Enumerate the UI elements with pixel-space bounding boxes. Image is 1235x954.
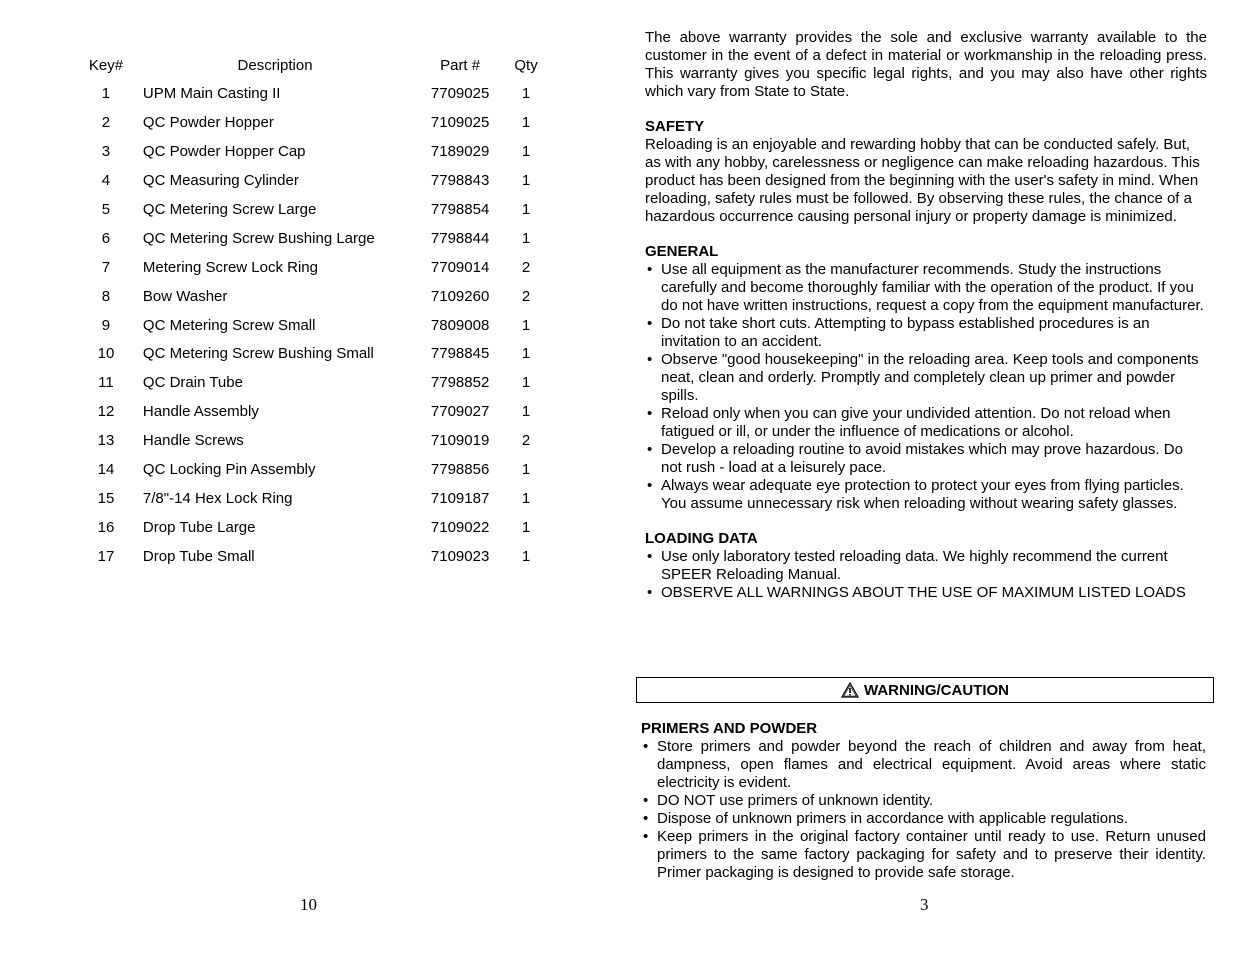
part-number-cell: 7109025 <box>430 114 490 132</box>
part-number-cell: 7189029 <box>430 143 490 161</box>
list-item: • Do not take short cuts. Attempting to bypass established procedures is an invitation to an accident. <box>645 315 1207 351</box>
table-row <box>80 398 550 427</box>
part-key-cell: 2 <box>101 114 111 132</box>
part-key-cell: 3 <box>101 143 111 161</box>
part-number-cell: 7798856 <box>430 461 490 479</box>
table-row <box>80 253 550 282</box>
table-row <box>80 340 550 369</box>
part-description-cell: Drop Tube Small <box>142 547 255 565</box>
warranty-paragraph: The above warranty provides the sole and exclusive warranty available to the customer in the event of a defect in material or workmanship in the reloading press. This warranty gives you specific legal rights, and you may also have other rights which vary from State to State. <box>645 29 1207 100</box>
part-number-cell: 7109019 <box>430 432 490 450</box>
part-description-cell: QC Metering Screw Large <box>142 201 317 218</box>
part-description-cell: UPM Main Casting II <box>142 85 281 103</box>
part-qty-cell: 1 <box>521 518 531 536</box>
list-item: • Observe "good housekeeping" in the reloading area. Keep tools and components neat, clean and orderly. Promptly and completely clean up primer and powder spills. <box>645 351 1207 405</box>
header-part-number: Part # <box>440 57 481 74</box>
part-description-cell: Handle Assembly <box>142 403 259 421</box>
table-row <box>80 282 550 311</box>
part-description-cell: QC Metering Screw Small <box>142 316 316 334</box>
part-description-cell: QC Measuring Cylinder <box>142 172 299 190</box>
part-qty-cell: 1 <box>521 461 531 479</box>
part-qty-cell: 2 <box>521 258 531 276</box>
table-row <box>80 542 550 571</box>
part-qty-cell: 1 <box>521 172 531 190</box>
table-row <box>80 369 550 398</box>
list-item: • Develop a reloading routine to avoid mistakes which may prove hazardous. Do not rush - load at a leisurely pace. <box>645 441 1207 477</box>
list-item: • Dispose of unknown primers in accordance with applicable regulations. <box>641 810 1206 828</box>
part-number-cell: 7798844 <box>430 229 490 247</box>
part-qty-cell: 1 <box>521 403 531 421</box>
list-item: • Use all equipment as the manufacturer recommends. Study the instructions carefully and become thoroughly familiar with the operation of the product. If you do not have written instructions, request a copy from the equipment manufacturer. <box>645 261 1207 315</box>
safety-heading: SAFETY <box>645 118 705 135</box>
list-item: • Always wear adequate eye protection to protect your eyes from flying particles. You assume unnecessary risk when reloading without wearing safety glasses. <box>645 477 1207 513</box>
part-key-cell: 8 <box>101 287 111 305</box>
table-row <box>80 196 550 225</box>
loading-data-heading: LOADING DATA <box>645 530 758 547</box>
primers-heading: PRIMERS AND POWDER <box>641 720 818 737</box>
part-qty-cell: 1 <box>521 201 531 218</box>
loading-data-list <box>645 548 1207 602</box>
safety-section <box>645 118 1207 226</box>
part-key-cell: 12 <box>97 403 115 421</box>
part-key-cell: 7 <box>101 258 111 276</box>
parts-table <box>80 56 550 571</box>
part-qty-cell: 1 <box>521 345 531 363</box>
part-number-cell: 7709025 <box>430 85 490 103</box>
page-number-left: 10 <box>300 895 317 914</box>
header-qty: Qty <box>514 57 538 74</box>
list-item: • Use only laboratory tested reloading data. We highly recommend the current SPEER Reloading Manual. <box>645 548 1207 584</box>
part-description-cell: QC Metering Screw Bushing Small <box>142 345 374 363</box>
part-qty-cell: 2 <box>521 432 531 450</box>
part-number-cell: 7109260 <box>430 287 490 305</box>
part-qty-cell: 1 <box>521 489 531 507</box>
general-section <box>645 243 1207 513</box>
table-row <box>80 311 550 340</box>
table-row <box>80 167 550 196</box>
table-row <box>80 484 550 513</box>
part-qty-cell: 1 <box>521 143 531 161</box>
part-number-cell: 7798843 <box>430 172 490 190</box>
loading-data-section <box>645 530 1207 602</box>
parts-table-header <box>80 56 550 80</box>
part-number-cell: 7809008 <box>430 316 490 334</box>
part-key-cell: 16 <box>97 518 115 536</box>
part-description-cell: QC Powder Hopper Cap <box>142 143 306 161</box>
part-number-cell: 7798845 <box>430 345 490 363</box>
table-row <box>80 80 550 109</box>
warning-caution-label: WARNING/CAUTION <box>864 681 1009 699</box>
part-description-cell: QC Drain Tube <box>142 374 243 392</box>
part-key-cell: 14 <box>97 461 115 479</box>
part-key-cell: 1 <box>101 85 111 103</box>
part-number-cell: 7798852 <box>430 374 490 392</box>
list-item: • OBSERVE ALL WARNINGS ABOUT THE USE OF MAXIMUM LISTED LOADS <box>645 584 1207 602</box>
part-number-cell: 7109187 <box>430 489 490 507</box>
general-heading: GENERAL <box>645 243 719 260</box>
part-number-cell: 7109022 <box>430 518 490 536</box>
part-qty-cell: 1 <box>521 229 531 247</box>
part-description-cell: QC Locking Pin Assembly <box>142 461 316 479</box>
part-key-cell: 4 <box>101 172 111 190</box>
part-description-cell: Drop Tube Large <box>142 518 256 536</box>
part-description-cell: QC Metering Screw Bushing Large <box>142 229 375 247</box>
table-row <box>80 456 550 485</box>
right-page-content <box>645 29 1207 602</box>
part-number-cell: 7709027 <box>430 403 490 421</box>
part-key-cell: 13 <box>97 432 115 450</box>
part-qty-cell: 2 <box>521 287 531 305</box>
primers-list <box>641 738 1206 882</box>
part-qty-cell: 1 <box>521 316 531 334</box>
part-qty-cell: 1 <box>521 114 531 132</box>
part-description-cell: Bow Washer <box>142 287 228 305</box>
table-row <box>80 109 550 138</box>
part-number-cell: 7109023 <box>430 547 490 565</box>
part-description-cell: QC Powder Hopper <box>142 114 274 132</box>
header-key: Key# <box>88 57 124 74</box>
part-qty-cell: 1 <box>521 547 531 565</box>
part-key-cell: 6 <box>101 229 111 247</box>
part-key-cell: 10 <box>97 345 115 363</box>
primers-section <box>641 720 1206 882</box>
table-row <box>80 138 550 167</box>
warning-caution-box <box>636 677 1214 703</box>
part-key-cell: 17 <box>97 547 115 565</box>
list-item: • Reload only when you can give your undivided attention. Do not reload when fatigued or ill, or under the influence of medications or alcohol. <box>645 405 1207 441</box>
part-description-cell: Handle Screws <box>142 432 244 450</box>
table-row <box>80 224 550 253</box>
table-row <box>80 427 550 456</box>
safety-paragraph: Reloading is an enjoyable and rewarding hobby that can be conducted safely. But, as with any hobby, carelessness or negligence can make reloading hazardous. This product has been designed from the beginning with the user's safety in mind. When reloading, safety rules must be followed. By observing these rules, the chance of a hazardous occurrence causing personal injury or property damage is minimized. <box>645 136 1200 225</box>
list-item: • Store primers and powder beyond the reach of children and away from heat, dampness, open flames and electrical equipment. Avoid areas where static electricity is evident. <box>641 738 1206 792</box>
part-description-cell: 7/8"-14 Hex Lock Ring <box>142 489 293 507</box>
part-number-cell: 7709014 <box>430 258 490 276</box>
part-qty-cell: 1 <box>521 374 531 392</box>
general-list <box>645 261 1207 513</box>
part-qty-cell: 1 <box>521 85 531 103</box>
list-item: • Keep primers in the original factory container until ready to use. Return unused primers to the same factory packaging for safety and to preserve their identity. Primer packaging is designed to provide safe storage. <box>641 828 1206 882</box>
part-key-cell: 11 <box>98 374 114 392</box>
part-key-cell: 15 <box>97 489 115 507</box>
warning-triangle-icon <box>841 682 859 698</box>
part-description-cell: Metering Screw Lock Ring <box>142 258 318 276</box>
part-key-cell: 9 <box>101 316 111 334</box>
header-description: Description <box>237 57 313 74</box>
list-item: • DO NOT use primers of unknown identity. <box>641 792 1206 810</box>
page-number-right: 3 <box>920 895 929 914</box>
table-row <box>80 513 550 542</box>
part-number-cell: 7798854 <box>430 201 490 218</box>
part-key-cell: 5 <box>101 201 111 218</box>
